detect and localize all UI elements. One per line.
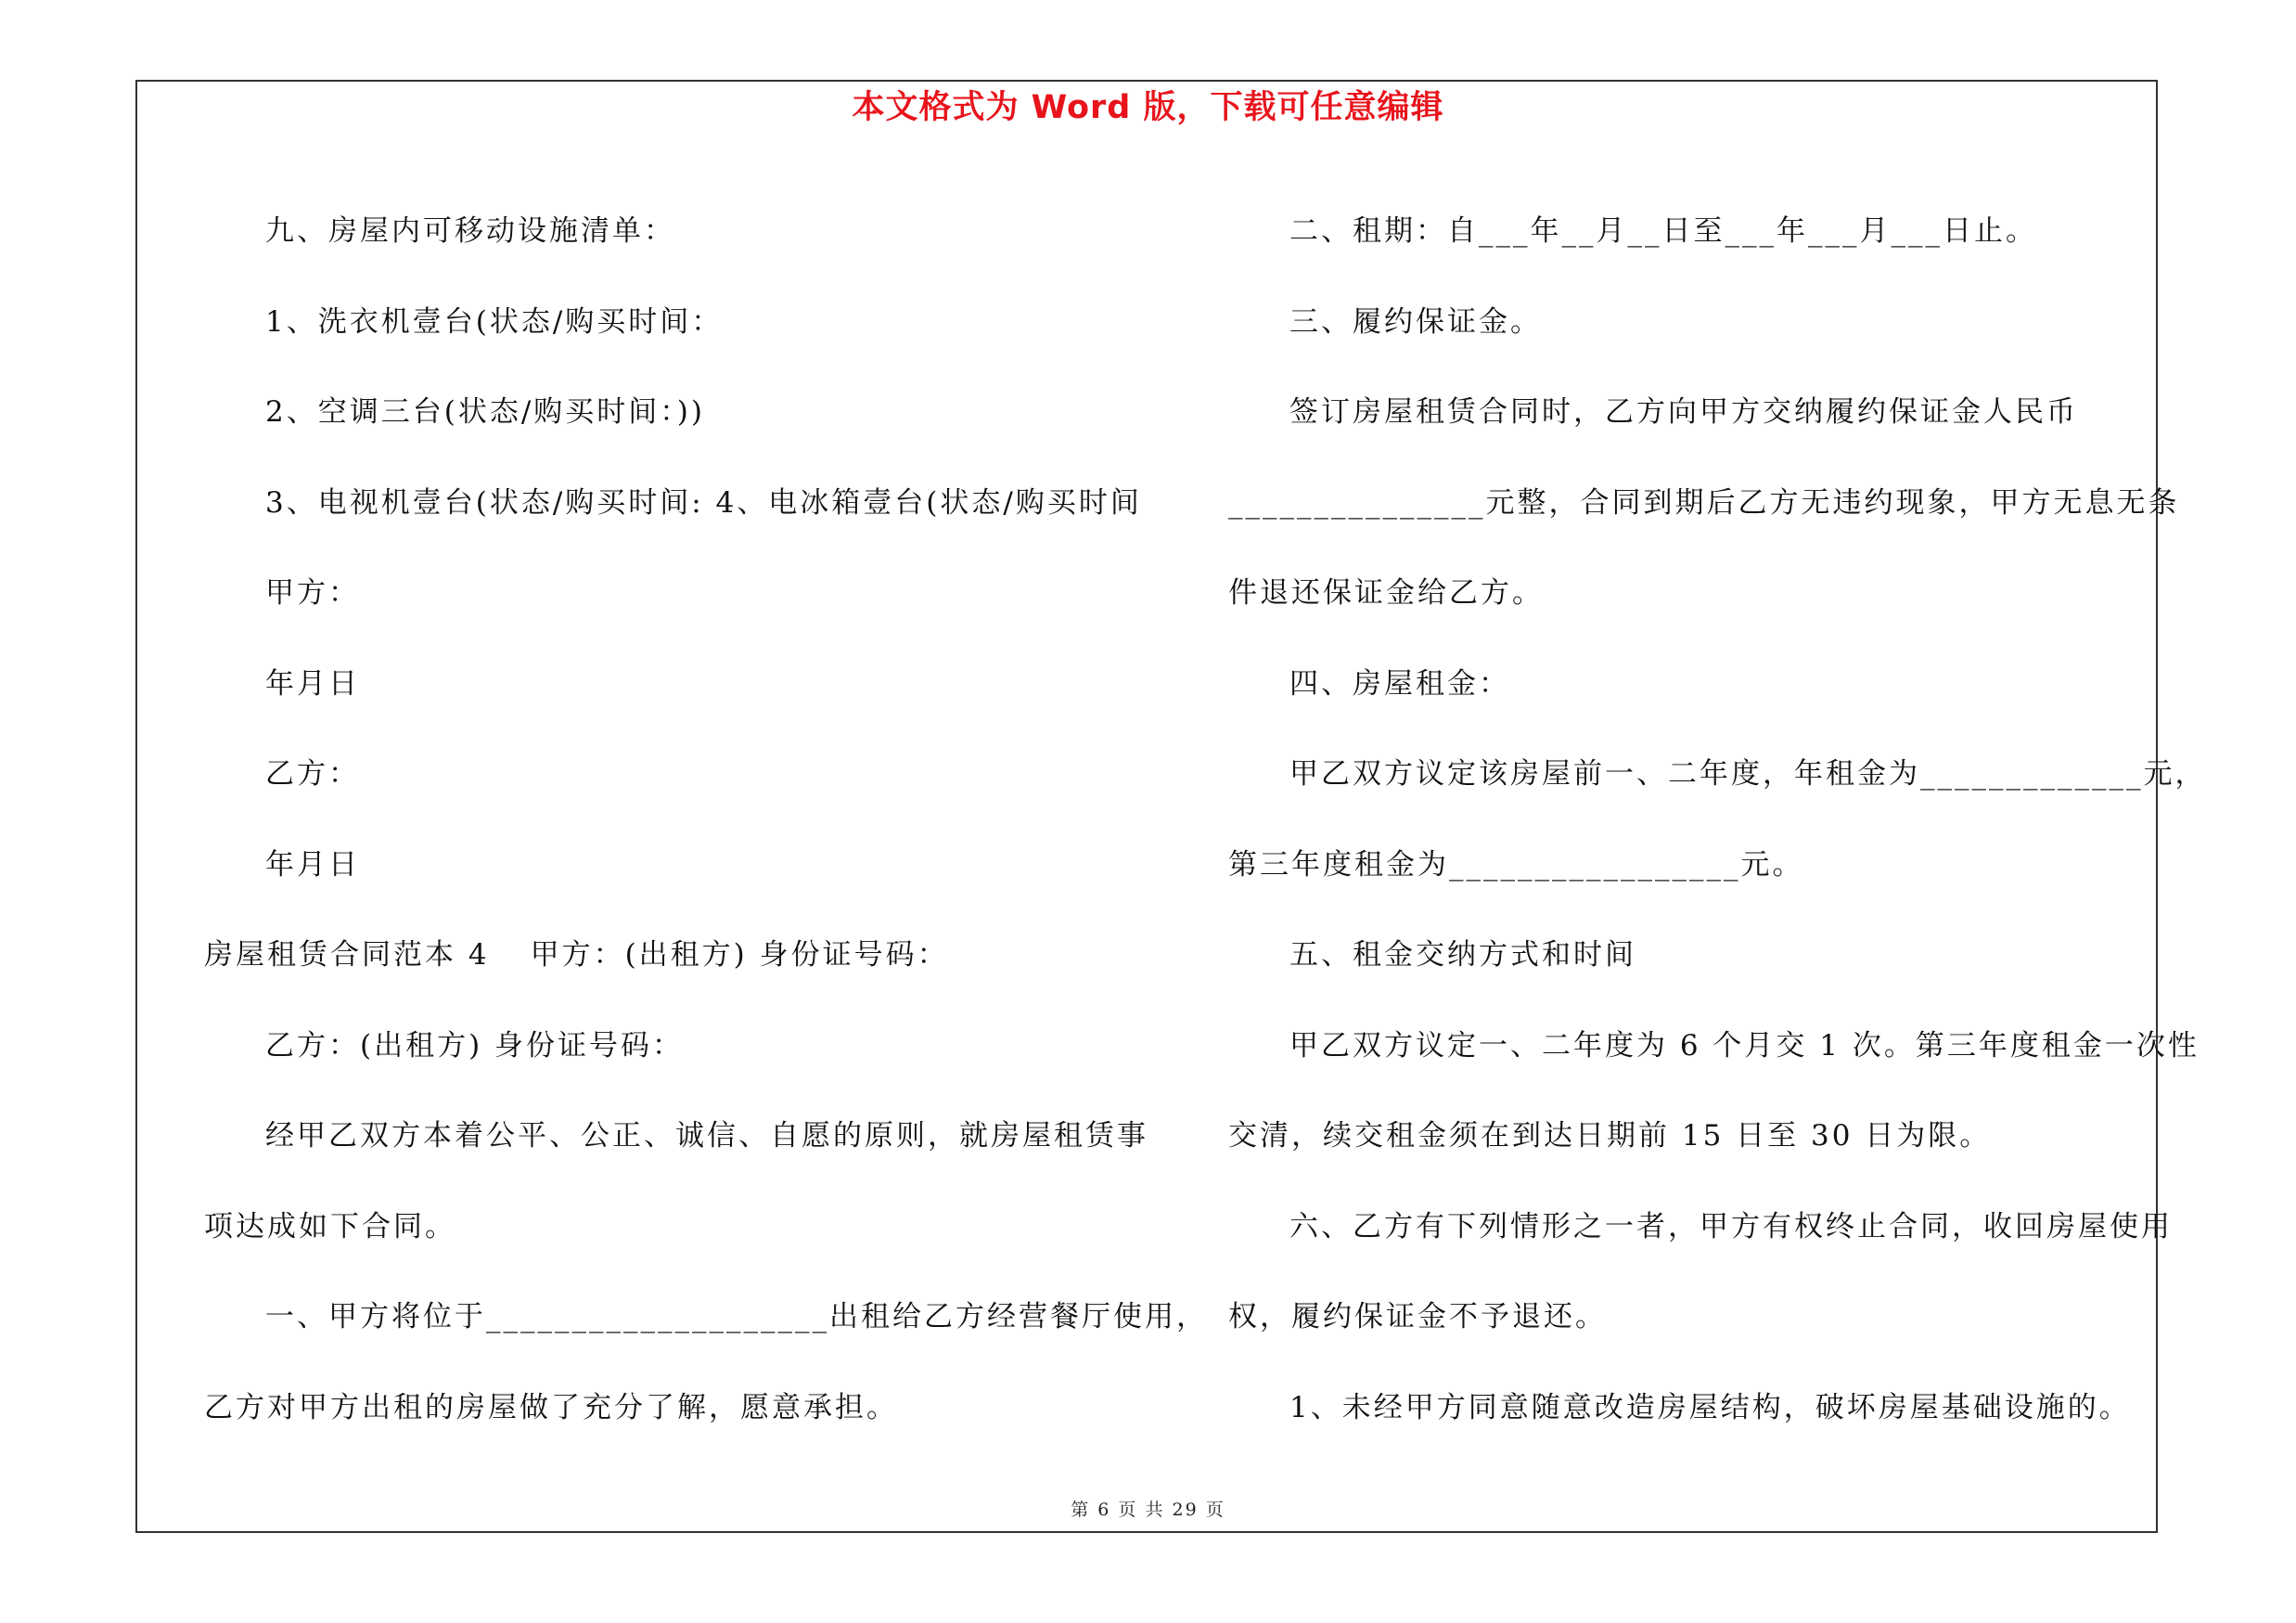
paragraph: 乙方： (265, 757, 360, 791)
paragraph: 六、乙方有下列情形之一者，甲方有权终止合同，收回房屋使用 (1289, 1209, 2173, 1243)
paragraph: 甲方： (265, 576, 360, 610)
paragraph: 乙方对甲方出租的房屋做了充分了解，愿意承担。 (204, 1390, 898, 1424)
paragraph: 甲乙双方议定该房屋前一、二年度，年租金为_____________元， (1289, 757, 2207, 791)
left-column (204, 187, 1208, 1453)
paragraph: 3、电视机壹台(状态/购买时间: 4、电冰箱壹台(状态/购买时间 (265, 485, 1142, 520)
paragraph: 乙方：(出租方) 身份证号码： (265, 1028, 685, 1063)
paragraph: 三、履约保证金。 (1289, 304, 1542, 339)
paragraph: 件退还保证金给乙方。 (1228, 576, 1544, 610)
paragraph: 签订房屋租赁合同时，乙方向甲方交纳履约保证金人民币 (1289, 395, 2078, 429)
paragraph: 九、房屋内可移动设施清单： (265, 214, 675, 248)
page-number: 第 6 页 共 29 页 (1071, 1500, 1225, 1520)
paragraph: 二、租期：自___年__月__日至___年___月___日止。 (1289, 214, 2037, 248)
paragraph: 权，履约保证金不予退还。 (1228, 1300, 1607, 1333)
paragraph: 年月日 (265, 847, 360, 882)
contract-title: 房屋租赁合同范本 4 (204, 938, 490, 972)
paragraph: 项达成如下合同。 (204, 1209, 456, 1243)
paragraph: 1、洗衣机壹台(状态/购买时间： (265, 304, 724, 339)
paragraph: 年月日 (265, 666, 360, 701)
paragraph: 甲乙双方议定一、二年度为 6 个月交 1 次。第三年度租金一次性 (1289, 1028, 2200, 1063)
word-format-banner: 本文格式为 Word 版，下载可任意编辑 (852, 89, 1444, 126)
paragraph: 四、房屋租金： (1289, 666, 1510, 701)
paragraph: _______________元整，合同到期后乙方无违约现象，甲方无息无条 (1228, 485, 2180, 520)
paragraph: 2、空调三台(状态/购买时间：)) (265, 395, 705, 429)
contract-title-line (204, 910, 1178, 1001)
right-column (1228, 187, 2207, 1453)
paragraph: 1、未经甲方同意随意改造房屋结构，破坏房屋基础设施的。 (1289, 1390, 2131, 1424)
paragraph: 交清，续交租金须在到达日期前 15 日至 30 日为限。 (1228, 1119, 1992, 1153)
paragraph: 经甲乙双方本着公平、公正、诚信、自愿的原则，就房屋租赁事 (265, 1119, 1148, 1153)
paragraph: 一、甲方将位于____________________出租给乙方经营餐厅使用， (265, 1300, 1208, 1333)
paragraph: 五、租金交纳方式和时间 (1289, 938, 1636, 972)
party-a-id-line: 甲方：(出租方) 身份证号码： (530, 938, 949, 972)
paragraph: 第三年度租金为_________________元。 (1228, 847, 1804, 882)
